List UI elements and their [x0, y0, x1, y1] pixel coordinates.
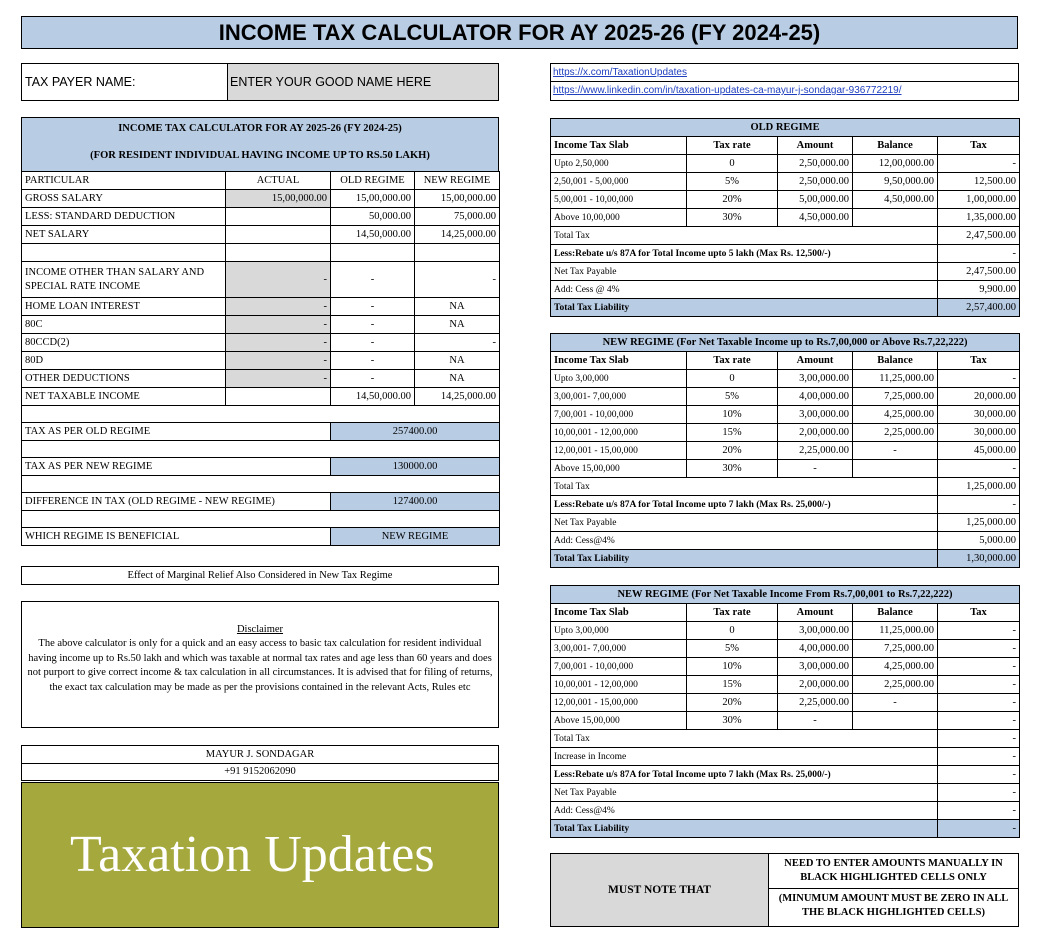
amount-cell: 3,00,000.00: [778, 622, 853, 640]
tax-cell: -: [938, 712, 1020, 730]
slab-cell: 5,00,001 - 10,00,000: [551, 191, 687, 209]
calc-row: [22, 190, 500, 208]
calc-row: [22, 316, 500, 334]
old-regime-section: [550, 118, 1019, 317]
slab-row: [551, 694, 1020, 712]
rate-cell: 0: [687, 155, 778, 173]
total-value: 1,25,000.00: [938, 514, 1020, 532]
calc-row: [22, 226, 500, 244]
slab-cell: Upto 2,50,000: [551, 155, 687, 173]
column-header: Income Tax Slab: [551, 604, 687, 622]
amount-cell: 2,00,000.00: [778, 676, 853, 694]
tax-cell: 12,500.00: [938, 173, 1020, 191]
new-regime-cell: -: [415, 334, 500, 352]
slab-row: [551, 209, 1020, 227]
slab-row: [551, 191, 1020, 209]
column-header: Tax rate: [687, 352, 778, 370]
actual-input-cell[interactable]: -: [226, 262, 331, 298]
rate-cell: 10%: [687, 658, 778, 676]
taxpayer-label: TAX PAYER NAME:: [22, 64, 228, 100]
total-value: -: [938, 802, 1020, 820]
brand-text: Taxation Updates: [70, 826, 435, 883]
rate-cell: 0: [687, 622, 778, 640]
tax-cell: 30,000.00: [938, 424, 1020, 442]
new-regime-table: [550, 333, 1020, 568]
column-header: Balance: [853, 604, 938, 622]
total-label: Total Tax Liability: [551, 550, 938, 568]
slab-row: [551, 712, 1020, 730]
total-label: Net Tax Payable: [551, 784, 938, 802]
rate-cell: 0: [687, 370, 778, 388]
amount-cell: 2,00,000.00: [778, 424, 853, 442]
summary-label: TAX AS PER NEW REGIME: [22, 458, 331, 476]
amount-cell: 3,00,000.00: [778, 658, 853, 676]
column-header: Income Tax Slab: [551, 352, 687, 370]
slab-cell: 7,00,001 - 10,00,000: [551, 406, 687, 424]
tax-cell: -: [938, 640, 1020, 658]
calculator-subheading: (FOR RESIDENT INDIVIDUAL HAVING INCOME UP TO RS.50 LAKH): [90, 150, 430, 161]
balance-cell: [853, 209, 938, 227]
rate-cell: 5%: [687, 388, 778, 406]
actual-input-cell: [226, 226, 331, 244]
column-header: Income Tax Slab: [551, 137, 687, 155]
old-regime-cell: -: [331, 334, 415, 352]
amount-cell: -: [778, 460, 853, 478]
summary-table: [21, 405, 500, 546]
particular-cell: 80CCD(2): [22, 334, 226, 352]
amount-cell: 3,00,000.00: [778, 406, 853, 424]
summary-label: DIFFERENCE IN TAX (OLD REGIME - NEW REGIME): [22, 493, 331, 511]
balance-cell: [853, 712, 938, 730]
calculator-header: [21, 117, 499, 172]
calc-row: [22, 352, 500, 370]
slab-cell: 12,00,001 - 15,00,000: [551, 694, 687, 712]
calc-row: [22, 208, 500, 226]
column-header: PARTICULAR: [22, 172, 226, 190]
tax-cell: -: [938, 676, 1020, 694]
page-title: INCOME TAX CALCULATOR FOR AY 2025-26 (FY 2024-25): [21, 16, 1018, 49]
total-value: -: [938, 496, 1020, 514]
tax-cell: 1,35,000.00: [938, 209, 1020, 227]
rate-cell: 15%: [687, 424, 778, 442]
must-note-label: MUST NOTE THAT: [551, 854, 769, 926]
new-regime-marginal-table: [550, 585, 1020, 838]
tax-cell: -: [938, 694, 1020, 712]
column-header: OLD REGIME: [331, 172, 415, 190]
column-header: Tax rate: [687, 604, 778, 622]
tax-cell: -: [938, 460, 1020, 478]
section-title: OLD REGIME: [551, 119, 1020, 137]
slab-row: [551, 173, 1020, 191]
old-regime-cell: 14,50,000.00: [331, 388, 415, 406]
new-regime-cell: NA: [415, 370, 500, 388]
particular-cell: 80D: [22, 352, 226, 370]
column-header: Amount: [778, 137, 853, 155]
actual-input-cell: [226, 244, 331, 262]
particular-cell: INCOME OTHER THAN SALARY AND SPECIAL RATE INCOME: [22, 262, 226, 298]
rate-cell: 15%: [687, 676, 778, 694]
new-regime-cell: 14,25,000.00: [415, 388, 500, 406]
amount-cell: -: [778, 712, 853, 730]
balance-cell: -: [853, 442, 938, 460]
actual-input-cell[interactable]: -: [226, 352, 331, 370]
particular-cell: GROSS SALARY: [22, 190, 226, 208]
spacer: [22, 476, 500, 493]
tax-cell: 20,000.00: [938, 388, 1020, 406]
rate-cell: 10%: [687, 406, 778, 424]
particular-cell: OTHER DEDUCTIONS: [22, 370, 226, 388]
column-header: Balance: [853, 137, 938, 155]
total-value: 1,25,000.00: [938, 478, 1020, 496]
taxpayer-name-input[interactable]: ENTER YOUR GOOD NAME HERE: [228, 64, 498, 100]
rate-cell: 30%: [687, 712, 778, 730]
balance-cell: 7,25,000.00: [853, 640, 938, 658]
calc-row: [22, 262, 500, 298]
main-calculator: [21, 117, 499, 546]
new-regime-cell: 75,000.00: [415, 208, 500, 226]
total-label: Total Tax Liability: [551, 299, 938, 317]
old-regime-cell: -: [331, 352, 415, 370]
rate-cell: 20%: [687, 694, 778, 712]
column-header: NEW REGIME: [415, 172, 500, 190]
slab-cell: Above 15,00,000: [551, 712, 687, 730]
new-regime-section: [550, 333, 1019, 568]
marginal-relief-note: Effect of Marginal Relief Also Considered in New Tax Regime: [21, 566, 499, 585]
new-regime-marginal-section: [550, 585, 1019, 838]
disclaimer-box: [21, 601, 499, 728]
tax-cell: -: [938, 370, 1020, 388]
total-label: Net Tax Payable: [551, 263, 938, 281]
must-note-line1: NEED TO ENTER AMOUNTS MANUALLY IN BLACK HIGHLIGHTED CELLS ONLY: [769, 854, 1018, 889]
column-header: ACTUAL: [226, 172, 331, 190]
new-regime-cell: 15,00,000.00: [415, 190, 500, 208]
balance-cell: 2,25,000.00: [853, 424, 938, 442]
rate-cell: 20%: [687, 191, 778, 209]
slab-row: [551, 388, 1020, 406]
must-note-line2: (MINUMUM AMOUNT MUST BE ZERO IN ALL THE BLACK HIGHLIGHTED CELLS): [778, 893, 1009, 918]
balance-cell: 2,25,000.00: [853, 676, 938, 694]
summary-value: 127400.00: [331, 493, 500, 511]
slab-cell: Upto 3,00,000: [551, 370, 687, 388]
calculator-table: [21, 171, 500, 406]
balance-cell: 4,50,000.00: [853, 191, 938, 209]
total-value: 2,47,500.00: [938, 263, 1020, 281]
tax-cell: -: [938, 622, 1020, 640]
total-value: 1,30,000.00: [938, 550, 1020, 568]
total-value: 2,57,400.00: [938, 299, 1020, 317]
spacer: [22, 441, 500, 458]
new-regime-cell: 14,25,000.00: [415, 226, 500, 244]
x-link[interactable]: https://x.com/TaxationUpdates: [553, 67, 687, 78]
total-label: Total Tax: [551, 478, 938, 496]
must-note-box: [550, 853, 1019, 927]
balance-cell: 7,25,000.00: [853, 388, 938, 406]
summary-value: NEW REGIME: [331, 528, 500, 546]
old-regime-cell: 50,000.00: [331, 208, 415, 226]
balance-cell: 11,25,000.00: [853, 370, 938, 388]
new-regime-cell: NA: [415, 352, 500, 370]
old-regime-cell: -: [331, 316, 415, 334]
column-header: Tax: [938, 352, 1020, 370]
slab-row: [551, 406, 1020, 424]
total-label: Add: Cess @ 4%: [551, 281, 938, 299]
column-header: Amount: [778, 604, 853, 622]
tax-cell: -: [938, 658, 1020, 676]
total-label: Total Tax: [551, 227, 938, 245]
calc-row: [22, 298, 500, 316]
actual-input-cell: [226, 208, 331, 226]
amount-cell: 4,50,000.00: [778, 209, 853, 227]
amount-cell: 3,00,000.00: [778, 370, 853, 388]
slab-cell: Upto 3,00,000: [551, 622, 687, 640]
old-regime-cell: 14,50,000.00: [331, 226, 415, 244]
column-header: Balance: [853, 352, 938, 370]
actual-input-cell[interactable]: -: [226, 334, 331, 352]
old-regime-table: [550, 118, 1020, 317]
amount-cell: 4,00,000.00: [778, 388, 853, 406]
calc-row: [22, 244, 500, 262]
summary-label: WHICH REGIME IS BENEFICIAL: [22, 528, 331, 546]
total-label: Total Tax: [551, 730, 938, 748]
slab-row: [551, 460, 1020, 478]
actual-input-cell[interactable]: -: [226, 316, 331, 334]
spacer: [22, 511, 500, 528]
old-regime-cell: [331, 244, 415, 262]
total-value: 2,47,500.00: [938, 227, 1020, 245]
slab-cell: 2,50,001 - 5,00,000: [551, 173, 687, 191]
amount-cell: 5,00,000.00: [778, 191, 853, 209]
total-value: 9,900.00: [938, 281, 1020, 299]
author-phone: +91 9152062090: [21, 763, 499, 781]
amount-cell: 2,25,000.00: [778, 694, 853, 712]
tax-cell: 30,000.00: [938, 406, 1020, 424]
slab-cell: 10,00,001 - 12,00,000: [551, 424, 687, 442]
new-regime-cell: NA: [415, 316, 500, 334]
amount-cell: 4,00,000.00: [778, 640, 853, 658]
new-regime-cell: -: [415, 262, 500, 298]
total-value: -: [938, 748, 1020, 766]
rate-cell: 30%: [687, 460, 778, 478]
slab-row: [551, 370, 1020, 388]
spacer: [22, 406, 500, 423]
actual-input-cell[interactable]: -: [226, 370, 331, 388]
new-regime-cell: NA: [415, 298, 500, 316]
author-box: [21, 745, 499, 781]
particular-cell: NET TAXABLE INCOME: [22, 388, 226, 406]
amount-cell: 2,50,000.00: [778, 173, 853, 191]
particular-cell: 80C: [22, 316, 226, 334]
rate-cell: 5%: [687, 173, 778, 191]
total-value: -: [938, 766, 1020, 784]
balance-cell: 11,25,000.00: [853, 622, 938, 640]
old-regime-cell: -: [331, 370, 415, 388]
column-header: Tax: [938, 604, 1020, 622]
slab-cell: Above 15,00,000: [551, 460, 687, 478]
total-label: Less:Rebate u/s 87A for Total Income upto 7 lakh (Max Rs. 25,000/-): [551, 496, 938, 514]
slab-row: [551, 622, 1020, 640]
slab-row: [551, 424, 1020, 442]
total-value: -: [938, 245, 1020, 263]
balance-cell: 12,00,000.00: [853, 155, 938, 173]
author-name: MAYUR J. SONDAGAR: [21, 745, 499, 764]
slab-row: [551, 658, 1020, 676]
summary-value: 130000.00: [331, 458, 500, 476]
summary-value: 257400.00: [331, 423, 500, 441]
slab-row: [551, 155, 1020, 173]
amount-cell: 2,50,000.00: [778, 155, 853, 173]
particular-cell: [22, 244, 226, 262]
rate-cell: 20%: [687, 442, 778, 460]
taxpayer-row: [21, 63, 499, 101]
tax-cell: 45,000.00: [938, 442, 1020, 460]
slab-cell: 3,00,001- 7,00,000: [551, 640, 687, 658]
slab-row: [551, 442, 1020, 460]
balance-cell: 9,50,000.00: [853, 173, 938, 191]
calculator-heading: INCOME TAX CALCULATOR FOR AY 2025-26 (FY 2024-25): [118, 123, 402, 134]
total-value: -: [938, 820, 1020, 838]
disclaimer-title: Disclaimer: [236, 624, 284, 635]
total-value: 5,000.00: [938, 532, 1020, 550]
balance-cell: 4,25,000.00: [853, 406, 938, 424]
slab-cell: 7,00,001 - 10,00,000: [551, 658, 687, 676]
calc-row: [22, 388, 500, 406]
particular-cell: HOME LOAN INTEREST: [22, 298, 226, 316]
slab-row: [551, 676, 1020, 694]
tax-cell: 1,00,000.00: [938, 191, 1020, 209]
slab-cell: 3,00,001- 7,00,000: [551, 388, 687, 406]
actual-input-cell[interactable]: -: [226, 298, 331, 316]
rate-cell: 30%: [687, 209, 778, 227]
brand-banner: [21, 782, 499, 928]
slab-cell: Above 10,00,000: [551, 209, 687, 227]
disclaimer-text: The above calculator is only for a quick and an easy access to basic tax calculation for resident individual having income up to Rs.50 lakh and which was taxable at normal tax rates and age less than 60 years and does not purport to give correct income & tax calculation in all circumstances. It is advised that for filing of returns, the exact tax calculation may be made as per the provisions contained in the relevant Acts, Rules etc: [27, 638, 493, 693]
calc-row: [22, 334, 500, 352]
summary-label: TAX AS PER OLD REGIME: [22, 423, 331, 441]
particular-cell: NET SALARY: [22, 226, 226, 244]
column-header: Amount: [778, 352, 853, 370]
particular-cell: LESS: STANDARD DEDUCTION: [22, 208, 226, 226]
new-regime-cell: [415, 244, 500, 262]
slab-row: [551, 640, 1020, 658]
linkedin-link[interactable]: https://www.linkedin.com/in/taxation-updates-ca-mayur-j-sondagar-936772219/: [553, 85, 902, 96]
total-label: Less:Rebate u/s 87A for Total Income upto 7 lakh (Max Rs. 25,000/-): [551, 766, 938, 784]
tax-cell: -: [938, 155, 1020, 173]
section-title: NEW REGIME (For Net Taxable Income up to Rs.7,00,000 or Above Rs.7,22,222): [551, 334, 1020, 352]
section-title: NEW REGIME (For Net Taxable Income From Rs.7,00,001 to Rs.7,22,222): [551, 586, 1020, 604]
total-value: -: [938, 784, 1020, 802]
balance-cell: [853, 460, 938, 478]
actual-input-cell: [226, 388, 331, 406]
total-value: -: [938, 730, 1020, 748]
actual-input-cell[interactable]: 15,00,000.00: [226, 190, 331, 208]
total-label: Add: Cess@4%: [551, 802, 938, 820]
total-label: Net Tax Payable: [551, 514, 938, 532]
old-regime-cell: 15,00,000.00: [331, 190, 415, 208]
calc-row: [22, 370, 500, 388]
slab-cell: 12,00,001 - 15,00,000: [551, 442, 687, 460]
column-header: Tax: [938, 137, 1020, 155]
total-label: Total Tax Liability: [551, 820, 938, 838]
amount-cell: 2,25,000.00: [778, 442, 853, 460]
slab-cell: 10,00,001 - 12,00,000: [551, 676, 687, 694]
links-box: [550, 63, 1019, 101]
old-regime-cell: -: [331, 262, 415, 298]
total-label: Add: Cess@4%: [551, 532, 938, 550]
balance-cell: -: [853, 694, 938, 712]
total-label: Increase in Income: [551, 748, 938, 766]
rate-cell: 5%: [687, 640, 778, 658]
old-regime-cell: -: [331, 298, 415, 316]
total-label: Less:Rebate u/s 87A for Total Income upto 5 lakh (Max Rs. 12,500/-): [551, 245, 938, 263]
balance-cell: 4,25,000.00: [853, 658, 938, 676]
column-header: Tax rate: [687, 137, 778, 155]
